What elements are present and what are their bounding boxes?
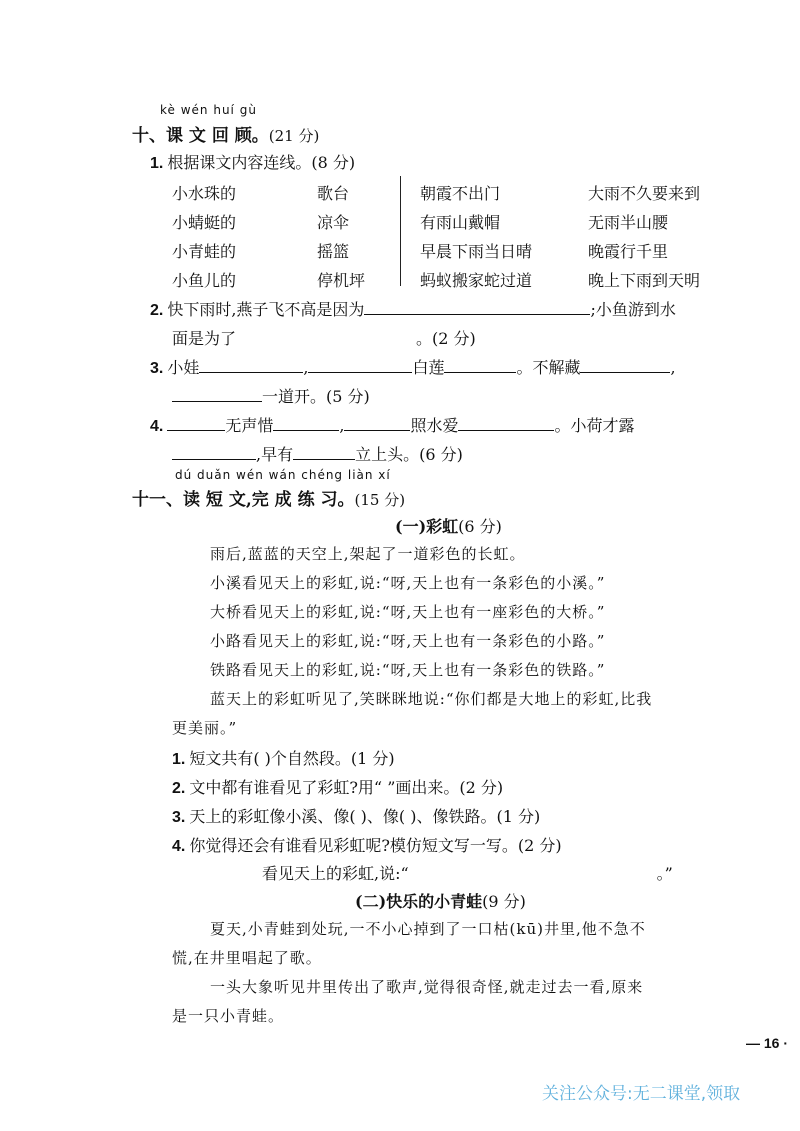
q4-blank-4[interactable]	[458, 414, 554, 431]
match-right-4a: 蚂蚁搬家蛇过道	[420, 271, 533, 290]
q4-number: 4.	[150, 418, 164, 435]
p1-q4-fill-prefix: 看见天上的彩虹,说:“	[262, 864, 409, 883]
match-left-4b: 停机坪	[317, 271, 366, 290]
match-right-4b: 晚上下雨到天明	[588, 271, 701, 290]
q4-line1	[150, 413, 634, 436]
passage-2-points: (9 分)	[482, 892, 526, 911]
match-left-1a: 小水珠的	[172, 184, 237, 203]
passage-1-para-5: 铁路看见天上的彩虹,说:“呀,天上也有一条彩色的铁路。”	[210, 661, 606, 679]
passage-1-para-3: 大桥看见天上的彩虹,说:“呀,天上也有一座彩色的大桥。”	[210, 603, 606, 621]
q3-blank-1[interactable]	[199, 356, 303, 373]
p1-question-4	[172, 833, 562, 856]
match-right-2a: 有雨山戴帽	[420, 213, 501, 232]
match-right-1a: 朝霞不出门	[420, 184, 501, 203]
match-left-3a: 小青蛙的	[172, 242, 237, 261]
q1-prompt	[150, 150, 355, 173]
q2-text-d: 。(2 分)	[416, 329, 476, 348]
q4-blank-1[interactable]	[167, 414, 225, 431]
section-10-points: (21 分)	[268, 127, 320, 145]
match-left-2a: 小蜻蜓的	[172, 213, 237, 232]
p1-q3-number: 3.	[172, 809, 186, 826]
q4-line2	[172, 442, 463, 465]
passage-2-para-1-cont: 慌,在井里唱起了歌。	[172, 949, 322, 967]
q3-text-f: 一道开。(5 分)	[262, 387, 370, 406]
q3-blank-4[interactable]	[580, 356, 670, 373]
q1-text: 根据课文内容连线。(8 分)	[167, 153, 356, 172]
passage-2-title	[355, 889, 526, 912]
q2-text-b: ;小鱼游到水	[590, 300, 676, 319]
q3-blank-5[interactable]	[172, 385, 262, 402]
passage-1-para-2: 小溪看见天上的彩虹,说:“呀,天上也有一条彩色的小溪。”	[210, 574, 606, 592]
q2-blank-1[interactable]	[364, 298, 590, 315]
p1-question-1	[172, 746, 395, 769]
passage-2-title-text: (二)快乐的小青蛙	[355, 892, 483, 911]
section-10-title-text: 十、课 文 回 顾。	[132, 126, 269, 146]
q4-blank-2[interactable]	[273, 414, 339, 431]
passage-1-para-6: 蓝天上的彩虹听见了,笑眯眯地说:“你们都是大地上的彩虹,比我	[210, 690, 653, 708]
passage-2-para-2-cont: 是一只小青蛙。	[172, 1007, 285, 1025]
q2-line2	[172, 326, 476, 349]
passage-2-para-2: 一头大象听见井里传出了歌声,觉得很奇怪,就走过去一看,原来	[210, 978, 644, 996]
q4-text-d: 。小荷才露	[554, 416, 635, 435]
passage-1-para-4: 小路看见天上的彩虹,说:“呀,天上也有一条彩色的小路。”	[210, 632, 606, 650]
p1-q3-text: 天上的彩虹像小溪、像( )、像( )、像铁路。(1 分)	[189, 807, 541, 826]
q2-blank-2[interactable]	[236, 327, 416, 344]
match-right-3b: 晚霞行千里	[588, 242, 669, 261]
passage-1-points: (6 分)	[458, 517, 502, 536]
q4-text-e: ,早有	[256, 445, 294, 464]
p1-q4-fill-suffix: 。”	[656, 864, 673, 883]
q3-line2	[172, 384, 370, 407]
match-right-3a: 早晨下雨当日晴	[420, 242, 533, 261]
passage-1-para-1: 雨后,蓝蓝的天空上,架起了一道彩色的长虹。	[210, 545, 526, 563]
section-11-points: (15 分)	[354, 491, 406, 509]
p1-question-3	[172, 804, 540, 827]
passage-1-title	[395, 514, 502, 537]
page-number-dash-right: ·	[779, 1035, 789, 1051]
p1-q4-text: 你觉得还会有谁看见彩虹呢?模仿短文写一写。(2 分)	[189, 836, 562, 855]
section-10-title	[132, 121, 319, 146]
section-11-title-text: 十一、读 短 文,完 成 练 习。	[132, 490, 355, 510]
q1-number: 1.	[150, 155, 164, 172]
passage-1-para-6-cont: 更美丽。”	[172, 719, 238, 737]
p1-q2-number: 2.	[172, 780, 186, 797]
q4-text-f: 立上头。(6 分)	[355, 445, 463, 464]
match-right-2b: 无雨半山腰	[588, 213, 669, 232]
q4-blank-6[interactable]	[293, 443, 355, 460]
q4-text-b: ,	[339, 416, 345, 435]
q3-blank-2[interactable]	[308, 356, 412, 373]
match-divider	[400, 176, 401, 286]
match-right-1b: 大雨不久要来到	[588, 184, 701, 203]
match-left-1b: 歌台	[317, 184, 350, 203]
q3-text-a: 小娃	[167, 358, 200, 377]
match-left-2b: 凉伞	[317, 213, 350, 232]
q3-text-d: 。不解藏	[516, 358, 581, 377]
p1-q1-text: 短文共有( )个自然段。(1 分)	[189, 749, 395, 768]
q2-text-a: 快下雨时,燕子飞不高是因为	[167, 300, 365, 319]
q3-number: 3.	[150, 360, 164, 377]
section-11-title	[132, 485, 405, 510]
q3-text-c: 白莲	[412, 358, 445, 377]
q4-blank-5[interactable]	[172, 443, 256, 460]
page-number	[746, 1035, 788, 1051]
q4-text-a: 无声惜	[225, 416, 274, 435]
q4-text-c: 照水爱	[410, 416, 459, 435]
section-10-pinyin: kè wén huí gù	[160, 103, 257, 117]
q3-blank-3[interactable]	[444, 356, 516, 373]
p1-q1-number: 1.	[172, 751, 186, 768]
q3-line1	[150, 355, 676, 378]
p1-q4-number: 4.	[172, 838, 186, 855]
p1-q2-text: 文中都有谁看见了彩虹?用“ ”画出来。(2 分)	[189, 778, 504, 797]
match-left-4a: 小鱼儿的	[172, 271, 237, 290]
footer-promo: 关注公众号:无二课堂,领取	[542, 1084, 741, 1104]
q2-line1	[150, 297, 676, 320]
q3-text-b: ,	[303, 358, 309, 377]
p1-q4-fill-line	[262, 861, 673, 884]
q3-text-e: ,	[670, 358, 676, 377]
p1-question-2	[172, 775, 503, 798]
passage-1-title-text: (一)彩虹	[395, 517, 459, 536]
match-left-3b: 摇篮	[317, 242, 350, 261]
section-11-pinyin: dú duǎn wén wán chéng liàn xí	[175, 468, 391, 482]
q2-number: 2.	[150, 302, 164, 319]
passage-2-para-1: 夏天,小青蛙到处玩,一不小心掉到了一口枯(kū)井里,他不急不	[210, 920, 646, 938]
q2-text-c: 面是为了	[172, 329, 237, 348]
q4-blank-3[interactable]	[344, 414, 410, 431]
page-number-dash-left: —	[746, 1035, 764, 1051]
page-number-value: 16	[763, 1035, 780, 1051]
